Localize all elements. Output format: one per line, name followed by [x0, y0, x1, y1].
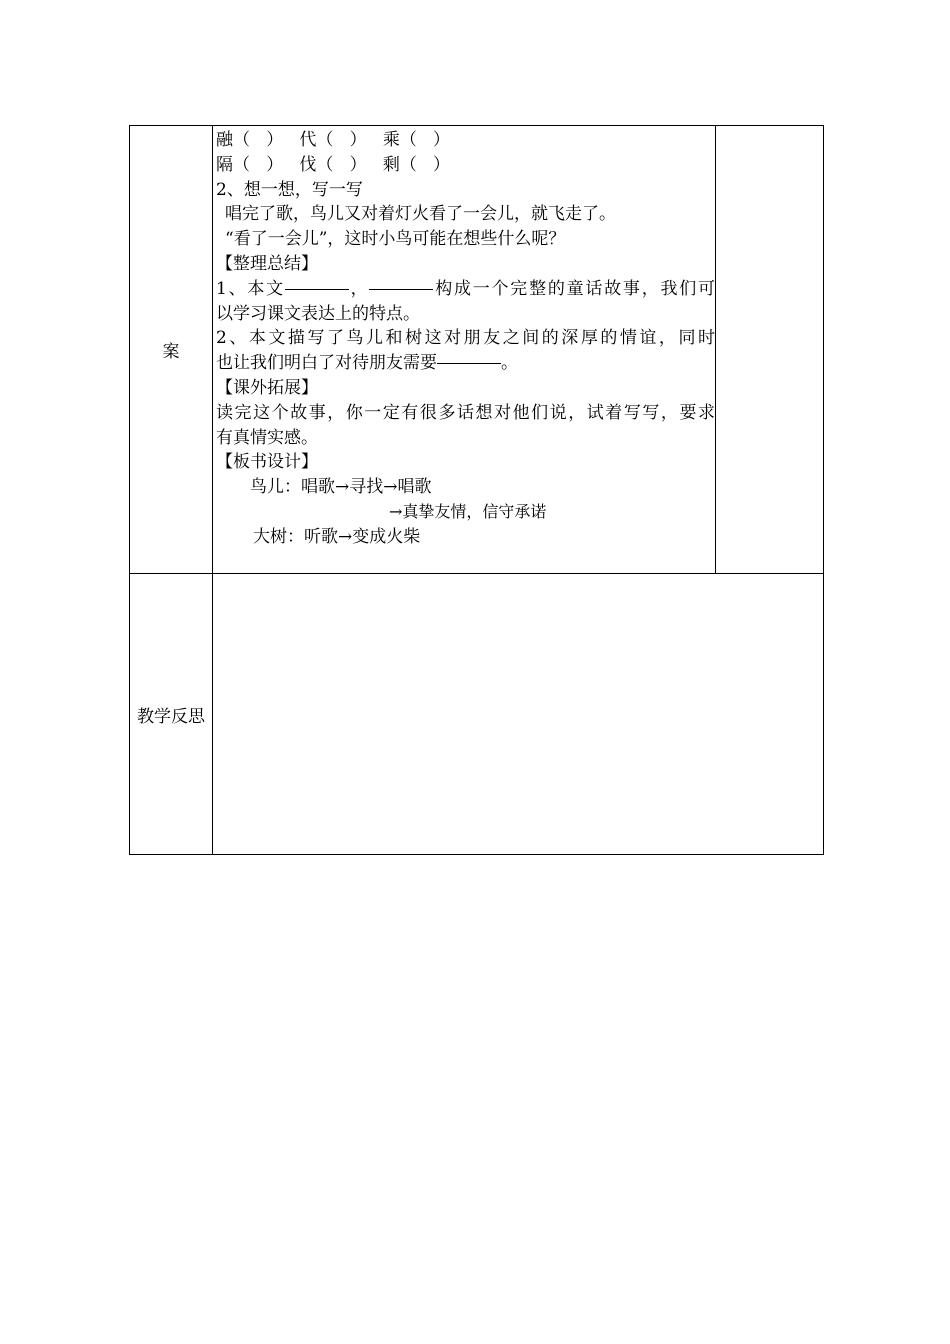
summary-1-suffix: 构成一个完整的童话故事，我们可: [433, 278, 716, 299]
question-2-sentence: [216, 202, 715, 227]
lesson-row: [130, 126, 824, 574]
row-label: 案: [162, 342, 180, 362]
summary-heading: 【整理总结】: [216, 253, 318, 274]
board-theme-text: →真挚友情，信守承诺: [389, 501, 547, 521]
board-heading: 【板书设计】: [216, 452, 318, 473]
extension-line-2: 有真情实感。: [216, 427, 318, 448]
question-2-question-text: “看了一会儿”，这时小鸟可能在想些什么呢？: [225, 229, 566, 250]
summary-2-period: 。: [501, 353, 518, 374]
question-2-question: [216, 227, 715, 252]
summary-2-line: 2、本文描写了鸟儿和树这对朋友之间的深厚的情谊，同时: [216, 328, 715, 349]
fill-blank-2[interactable]: [369, 288, 433, 290]
summary-1-comma: ，: [348, 278, 370, 299]
extension-heading: 【课外拓展】: [216, 377, 318, 398]
reflection-content-cell[interactable]: [213, 574, 824, 855]
reflection-label: 教学反思: [137, 706, 205, 727]
board-tree-line: [216, 525, 715, 550]
reflection-label-cell: [130, 574, 213, 855]
character-exercise-line-1: 融（ ） 代（ ） 乘（ ）: [216, 130, 451, 150]
question-2-title: 2、想一想，写一写: [216, 179, 363, 200]
question-2-sentence-text: 唱完了歌，鸟儿又对着灯火看了一会儿，就飞走了。: [225, 204, 616, 225]
summary-2-continuation: [216, 351, 715, 376]
summary-1-prefix: 1、本文: [216, 278, 285, 299]
lesson-content-cell: [213, 126, 716, 574]
row-label-cell: [130, 126, 213, 574]
fill-blank-3[interactable]: [437, 362, 501, 364]
summary-1-continuation: 以学习课文表达上的特点。: [216, 303, 420, 324]
reflection-row: [130, 574, 824, 855]
extension-line-1: 读完这个故事，你一定有很多话想对他们说，试着写写，要求: [216, 402, 715, 423]
board-theme-line: [216, 500, 715, 525]
board-bird-text: 鸟儿：唱歌→寻找→唱歌: [250, 477, 432, 498]
character-exercise-line-2: 隔（ ） 伐（ ） 剩（ ）: [216, 154, 451, 175]
summary-2-text: 也让我们明白了对待朋友需要: [216, 353, 437, 374]
board-tree-text: 大树：听歌→变成火柴: [253, 526, 421, 547]
summary-1-line: [216, 277, 715, 302]
lesson-plan-table: [129, 125, 824, 855]
fill-blank-1[interactable]: [285, 288, 349, 290]
notes-cell: [716, 126, 824, 574]
board-bird-line: [216, 475, 715, 500]
